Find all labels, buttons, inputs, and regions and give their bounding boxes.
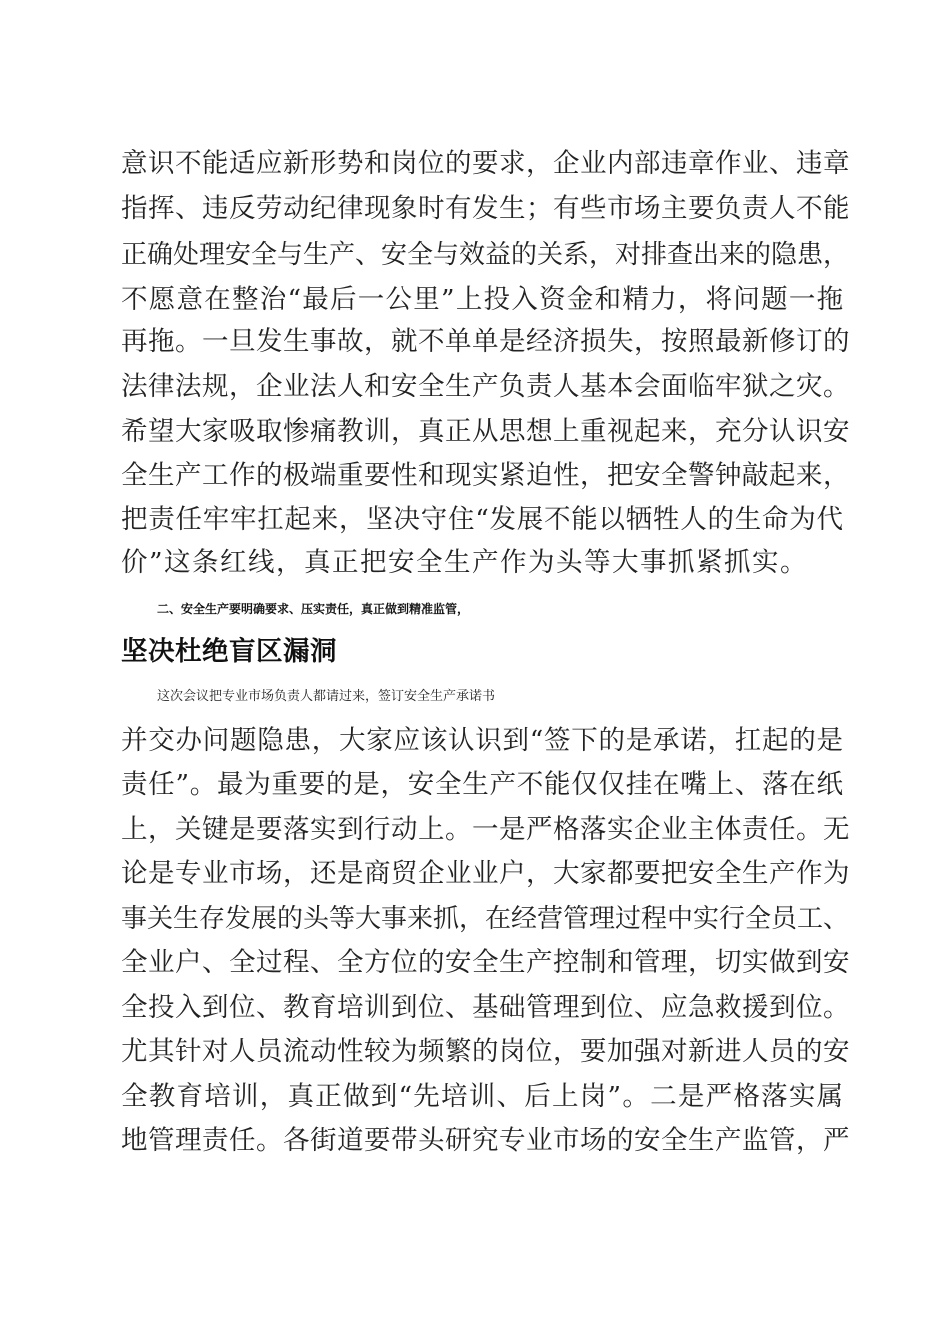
body-text-line: 意识不能适应新形势和岗位的要求，企业内部违章作业、违章 (121, 148, 850, 179)
body-text-line: 全投入到位、教育培训到位、基础管理到位、应急救援到位。 (121, 992, 850, 1023)
section-heading-line: 坚决杜绝盲区漏洞 (121, 636, 337, 667)
section-heading-line: 二、安全生产要明确要求、压实责任，真正做到精准监管， (157, 602, 470, 616)
body-text-line: 并交办问题隐患，大家应该认识到“签下的是承诺，扛起的是 (121, 725, 844, 756)
body-text-line: 正确处理安全与生产、安全与效益的关系，对排查出来的隐患， (121, 240, 850, 270)
body-text-line: 价”这条红线，真正把安全生产作为头等大事抓紧抓实。 (121, 547, 809, 578)
body-text-line: 论是专业市场，还是商贸企业业户，大家都要把安全生产作为 (121, 858, 850, 889)
body-text-line: 全教育培训，真正做到“先培训、后上岗”。二是严格落实属 (121, 1081, 845, 1112)
body-text-line: 再拖。一旦发生事故，就不单单是经济损失，按照最新修订的 (121, 326, 850, 357)
body-text-line: 法律法规，企业法人和安全生产负责人基本会面临牢狱之灾。 (121, 371, 850, 402)
body-text-line: 全业户、全过程、全方位的安全生产控制和管理，切实做到安 (121, 947, 850, 978)
body-text-line: 希望大家吸取惨痛教训，真正从思想上重视起来，充分认识安 (121, 416, 850, 447)
body-text-line: 事关生存发展的头等大事来抓，在经营管理过程中实行全员工、 (121, 904, 850, 934)
body-text-line: 不愿意在整治“最后一公里”上投入资金和精力，将问题一拖 (121, 284, 845, 315)
body-text-line: 把责任牢牢扛起来，坚决守住“发展不能以牺牲人的生命为代 (121, 504, 844, 535)
body-text-line: 全生产工作的极端重要性和现实紧迫性，把安全警钟敲起来， (121, 460, 850, 491)
body-text-line: 这次会议把专业市场负责人都请过来，签订安全生产承诺书 (157, 689, 496, 704)
body-text-line: 责任”。最为重要的是，安全生产不能仅仅挂在嘴上、落在纸 (121, 769, 844, 800)
body-text-line: 尤其针对人员流动性较为频繁的岗位，要加强对新进人员的安 (121, 1036, 850, 1067)
body-text-line: 指挥、违反劳动纪律现象时有发生；有些市场主要负责人不能 (121, 193, 850, 224)
body-text-line: 上，关键是要落实到行动上。一是严格落实企业主体责任。无 (121, 814, 850, 845)
body-text-line: 地管理责任。各街道要带头研究专业市场的安全生产监管，严 (121, 1125, 850, 1156)
